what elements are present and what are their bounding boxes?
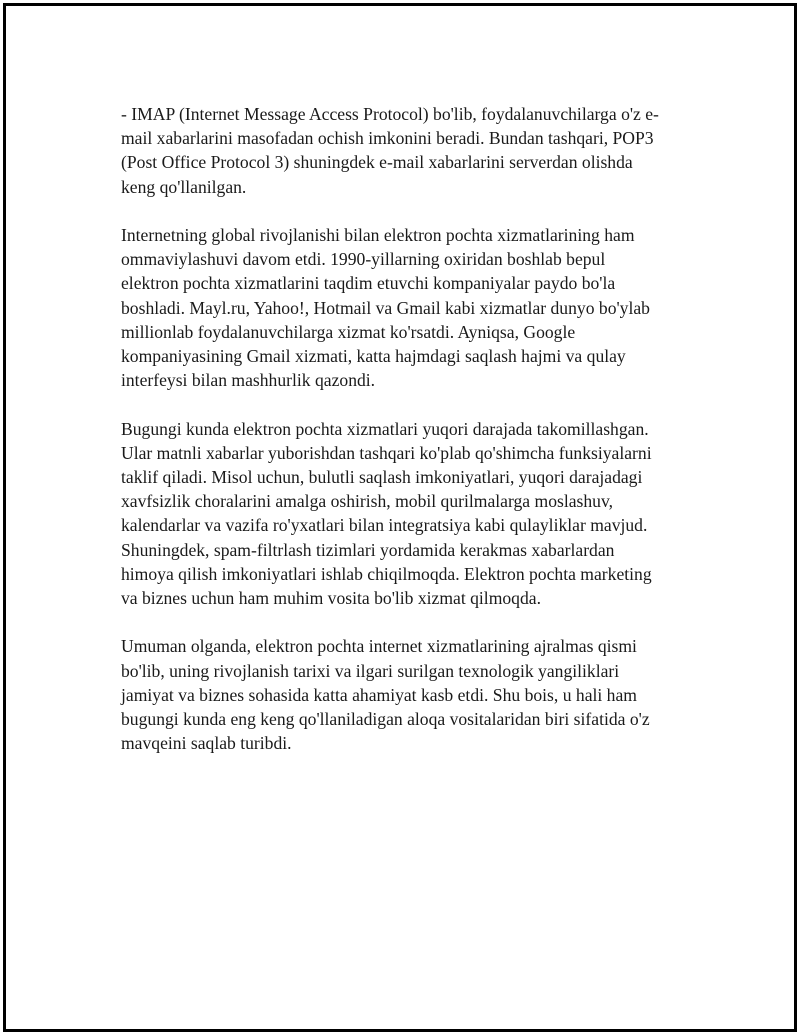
document-body bbox=[121, 102, 693, 780]
document-page bbox=[3, 3, 797, 1032]
paragraph-global-development: Internetning global rivojlanishi bilan elektron pochta xizmatlarining ham ommaviylashuvi davom etdi. 1990-yillarning oxiridan boshlab bepul elektron pochta xizmatlarini taqdim etuvchi kompaniyalar paydo bo'la boshladi. Mayl.ru, Yahoo!, Hotmail va Gmail kabi xizmatlar dunyo bo'ylab millionlab foydalanuvchilarga xizmat ko'rsatdi. Ayniqsa, Google kompaniyasining Gmail xizmati, katta hajmdagi saqlash hajmi va qulay interfeysi bilan mashhurlik qazondi. bbox=[121, 225, 650, 391]
paragraph-conclusion: Umuman olganda, elektron pochta internet xizmatlarining ajralmas qismi bo'lib, uning rivojlanish tarixi va ilgari surilgan texnologik yangiliklari jamiyat va biznes sohasida katta ahamiyat kasb etdi. Shu bois, u hali ham bugungi kunda eng keng qo'llaniladigan aloqa vositalaridan biri sifatida o'z mavqeini saqlab turibdi. bbox=[121, 636, 650, 754]
paragraph-imap-pop3: - IMAP (Internet Message Access Protocol) bo'lib, foydalanuvchilarga o'z e- mail xabarlarini masofadan ochish imkonini beradi. Bundan tashqari, POP3 (Post Office Protocol 3) shuningdek e-mail xabarlarini serverdan olishda keng qo'llanilgan. bbox=[121, 104, 659, 197]
paragraph-modern-services: Bugungi kunda elektron pochta xizmatlari yuqori darajada takomillashgan. Ular matnli xabarlar yuborishdan tashqari ko'plab qo'shimcha funksiyalarni taklif qiladi. Misol uchun, bulutli saqlash imkoniyatlari, yuqori darajadagi xavfsizlik choralarini amalga oshirish, mobil qurilmalarga moslashuv, kalendarlar va vazifa ro'yxatlari bilan integratsiya kabi qulayliklar mavjud. Shuningdek, spam-filtrlash tizimlari yordamida kerakmas xabarlardan himoya qilish imkoniyatlari ishlab chiqilmoqda. Elektron pochta marketing va biznes uchun ham muhim vosita bo'lib xizmat qilmoqda. bbox=[121, 418, 652, 609]
